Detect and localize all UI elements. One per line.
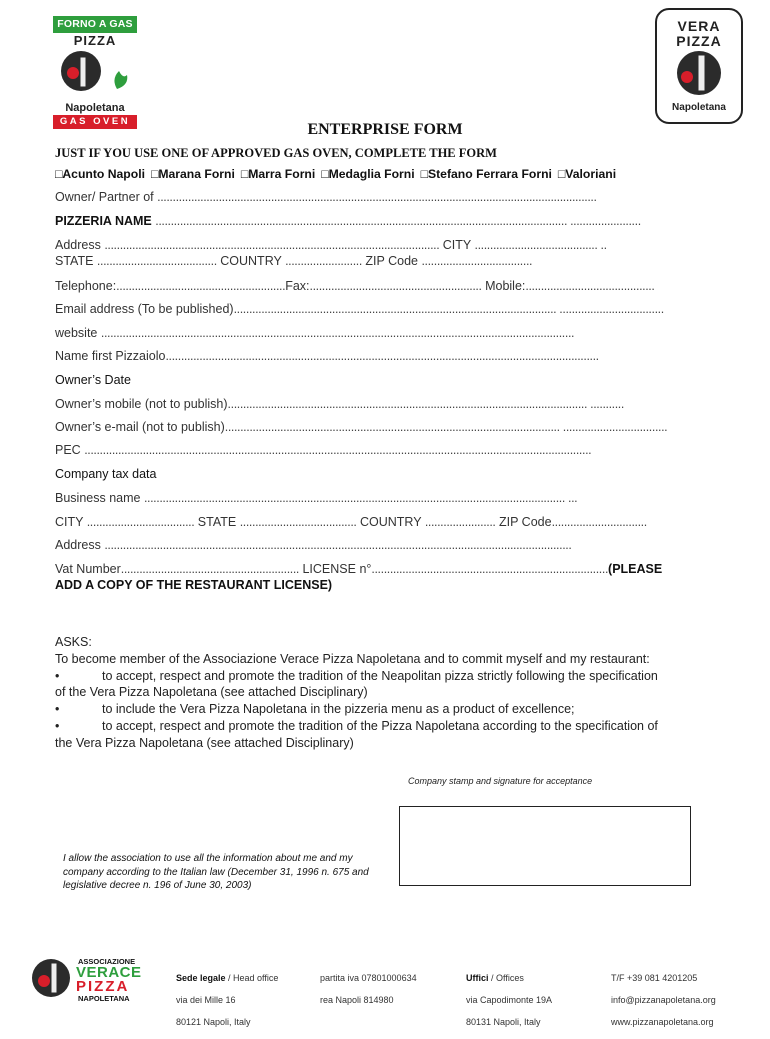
- oven-options[interactable]: [55, 167, 616, 181]
- address-field[interactable]: Address ............................................................................................................. CITY ........................................ ..: [55, 238, 607, 252]
- pizzaiolo-field[interactable]: Name first Pizzaiolo.............................................................................................................................................: [55, 349, 599, 363]
- asks-item-text: to accept, respect and promote the tradition of the Neapolitan pizza strictly following the specification: [102, 668, 658, 683]
- oven-option[interactable]: □Acunto Napoli: [55, 167, 145, 181]
- footer-logo-napoletana: NAPOLETANA: [78, 994, 130, 1003]
- company-address-field[interactable]: Address ........................................................................................................................................................: [55, 538, 572, 552]
- offices-title-rest: / Offices: [488, 973, 524, 983]
- head-office-city: 80121 Napoli, Italy: [176, 1017, 251, 1027]
- license-note-2: ADD A COPY OF THE RESTAURANT LICENSE): [55, 578, 333, 592]
- oven-option[interactable]: □Stefano Ferrara Forni: [420, 167, 552, 181]
- vera-pizza-logo: [655, 8, 743, 124]
- city-label: CITY: [442, 238, 472, 252]
- pizzeria-name-field[interactable]: PIZZERIA NAME ...................................................................................................................................... .......................: [55, 214, 641, 228]
- owner-label: Owner/ Partner of: [55, 190, 154, 204]
- asks-item-continued: the Vera Pizza Napoletana (see attached Disciplinary): [55, 735, 354, 750]
- asks-item-continued: of the Vera Pizza Napoletana (see attached Disciplinary): [55, 685, 368, 700]
- form-subtitle: JUST IF YOU USE ONE OF APPROVED GAS OVEN, COMPLETE THE FORM: [55, 146, 497, 160]
- footer-head-office: [176, 962, 278, 1039]
- logo-vera: VERA: [677, 18, 721, 34]
- pizzaiolo-icon: [657, 49, 741, 97]
- logo-pizza: PIZZA: [73, 33, 117, 48]
- head-office-title: Sede legale: [176, 973, 226, 983]
- logo-pizza-right: PIZZA: [676, 33, 722, 49]
- asks-heading: ASKS:: [55, 635, 92, 649]
- owner-field[interactable]: Owner/ Partner of ...............................................................................................................................................: [55, 190, 597, 204]
- logo-gas-oven: GAS OVEN: [53, 115, 137, 129]
- website-field[interactable]: website ..........................................................................................................................................................: [55, 326, 575, 340]
- asks-item-text: to accept, respect and promote the tradition of the Pizza Napoletana according to the specification of: [102, 718, 658, 733]
- pizzaiolo-label: Name first Pizzaiolo: [55, 349, 166, 363]
- owners-email-label: Owner’s e-mail (not to publish): [55, 420, 225, 434]
- company-address-label: Address: [55, 538, 101, 552]
- oven-option[interactable]: □Medaglia Forni: [321, 167, 415, 181]
- company-zip-label: ZIP Code: [498, 515, 552, 529]
- privacy-consent: I allow the association to use all the information about me and my company according to the Italian law (December 31, 1996 n. 675 and legislative decree n. 196 of June 30, 2003): [63, 853, 369, 892]
- telephone-label: Telephone:: [55, 279, 117, 293]
- logo-banner: FORNO A GAS: [53, 16, 137, 33]
- fax-label: Fax:: [285, 279, 310, 293]
- vat-license-field[interactable]: Vat Number.......................................................... LICENSE n°.............................................................................(PLEASE: [55, 562, 663, 576]
- company-tax-heading: Company tax data: [55, 467, 157, 481]
- owners-mobile-label: Owner’s mobile (not to publish): [55, 397, 228, 411]
- pizzeria-name-label: PIZZERIA NAME: [55, 214, 152, 228]
- bullet: •: [55, 668, 60, 683]
- stamp-caption: Company stamp and signature for acceptance: [408, 776, 593, 786]
- footer-vat: [320, 962, 417, 1017]
- email-label: Email address (To be published): [55, 302, 234, 316]
- bullet: •: [55, 718, 60, 733]
- rea-number: rea Napoli 814980: [320, 995, 394, 1005]
- website-label: website: [55, 326, 98, 340]
- footer-logo-assoc: ASSOCIAZIONE: [78, 957, 136, 966]
- offices-city: 80131 Napoli, Italy: [466, 1017, 541, 1027]
- contact-email[interactable]: info@pizzanapoletana.org: [611, 995, 716, 1005]
- forno-a-gas-logo: [53, 16, 141, 138]
- footer-logo-verace: VERACE: [76, 964, 142, 981]
- state-label: STATE: [55, 254, 94, 268]
- head-office-title-rest: / Head office: [225, 973, 279, 983]
- mobile-label: Mobile:: [485, 279, 526, 293]
- oven-option[interactable]: □Marra Forni: [240, 167, 316, 181]
- asks-intro: To become member of the Associazione Verace Pizza Napoletana and to commit myself and my restaurant:: [55, 651, 650, 666]
- asks-bullet: [55, 718, 715, 735]
- pec-field[interactable]: PEC .....................................................................................................................................................................: [55, 443, 592, 457]
- state-country-zip-field[interactable]: STATE ....................................... COUNTRY ......................... ZIP Code ....................................: [55, 254, 533, 268]
- footer-offices: [466, 962, 552, 1039]
- bullet: •: [55, 702, 60, 717]
- country-label: COUNTRY: [220, 254, 282, 268]
- company-city-state-field[interactable]: CITY ................................... STATE ...................................... COUNTRY ....................... ZIP Code...............................: [55, 515, 647, 529]
- footer-logo-pizza: PIZZA: [76, 978, 130, 995]
- asks-bullet: [55, 668, 715, 685]
- owners-mobile-field[interactable]: Owner’s mobile (not to publish)..................................................................................................................... ...........: [55, 397, 624, 411]
- avpn-logo-icon: [30, 957, 72, 999]
- oven-option[interactable]: □Marana Forni: [150, 167, 235, 181]
- company-city-label: CITY: [55, 515, 84, 529]
- vat-number: partita iva 07801000634: [320, 973, 417, 983]
- company-state-label: STATE: [197, 515, 237, 529]
- owners-date-heading: Owner’s Date: [55, 373, 131, 387]
- phone-fax: T/F +39 081 4201205: [611, 973, 698, 983]
- license-note: (PLEASE: [608, 562, 663, 576]
- zip-label: ZIP Code: [365, 254, 418, 268]
- logo-napoletana-right: Napoletana: [672, 102, 726, 113]
- oven-option[interactable]: □Valoriani: [557, 167, 617, 181]
- asks-section: [55, 634, 715, 752]
- asks-item-text: to include the Vera Pizza Napoletana in the pizzeria menu as a product of excellence;: [102, 702, 575, 717]
- company-country-label: COUNTRY: [359, 515, 422, 529]
- head-office-street: via dei Mille 16: [176, 995, 236, 1005]
- vat-label: Vat Number: [55, 562, 121, 576]
- form-title: ENTERPRISE FORM: [307, 121, 463, 138]
- footer-contact: [611, 962, 716, 1039]
- address-label: Address: [55, 238, 101, 252]
- asks-bullet: [55, 701, 715, 718]
- logo-napoletana: Napoletana: [65, 102, 125, 114]
- business-name-label: Business name: [55, 491, 141, 505]
- offices-street: via Capodimonte 19A: [466, 995, 553, 1005]
- phone-fax-mobile-field[interactable]: Telephone:.......................................................Fax:........................................................ Mobile:..........................................: [55, 279, 655, 293]
- owners-email-field[interactable]: Owner’s e-mail (not to publish)............................................................................................................. ..................................: [55, 420, 668, 434]
- offices-title: Uffici: [466, 973, 489, 983]
- license-label: LICENSE n°: [302, 562, 372, 576]
- contact-website[interactable]: www.pizzanapoletana.org: [611, 1017, 714, 1027]
- email-field[interactable]: Email address (To be published)......................................................................................................... ..................................: [55, 302, 664, 316]
- business-name-field[interactable]: Business name ......................................................................................................................................... ...: [55, 491, 578, 505]
- stamp-signature-box[interactable]: [399, 806, 691, 886]
- pec-label: PEC: [55, 443, 81, 457]
- pizzaiolo-icon: [53, 49, 137, 97]
